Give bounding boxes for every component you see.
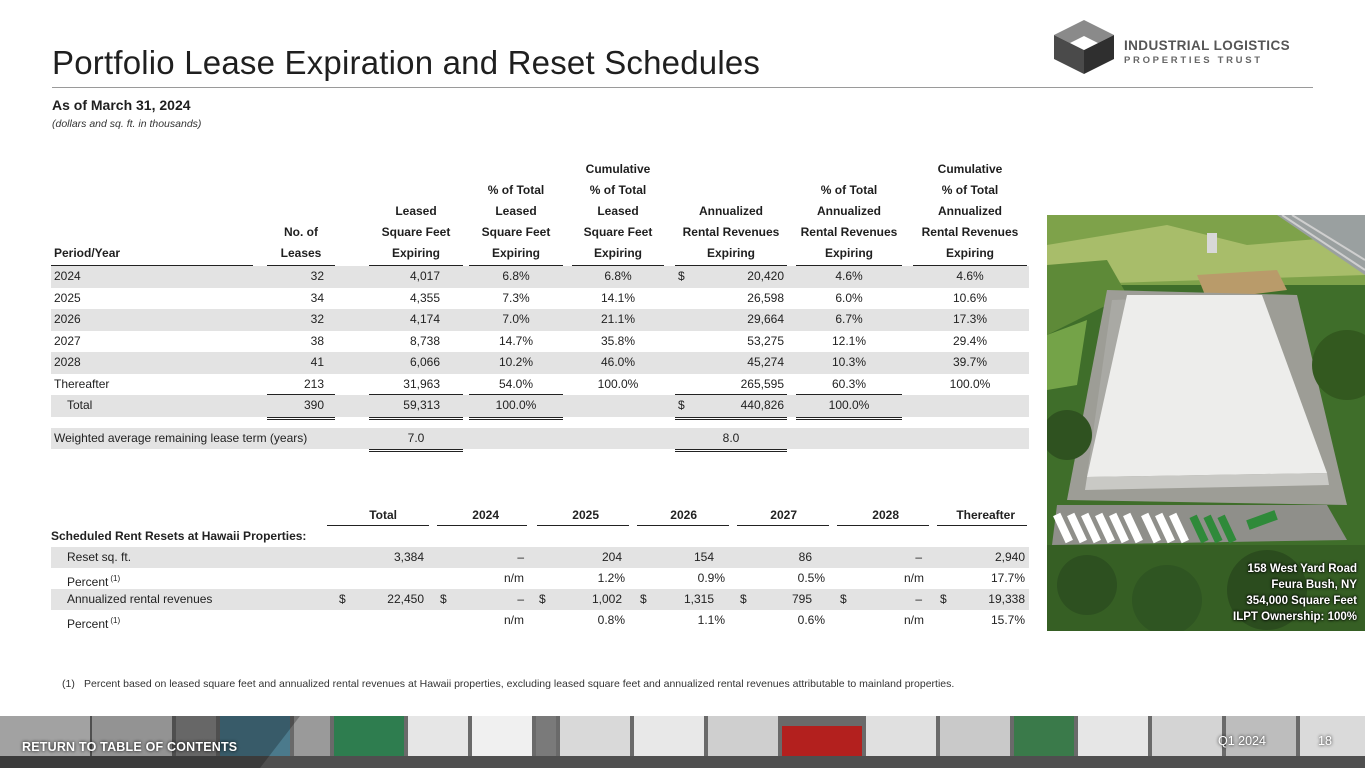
header-pct-sqft: % of Total Leased Square Feet Expiring — [481, 183, 551, 260]
rent-reset-table — [51, 505, 1029, 631]
reset-row-revenue: Annualized rental revenues $ 22,450 $ – $ 1,002 $ 1,315 $ 795 $ – $ 19,338 — [51, 589, 1029, 610]
reset-row-sqft: Reset sq. ft. 3,384 – 204 154 86 – 2,940 — [51, 547, 1029, 568]
logo-subname: PROPERTIES TRUST — [1124, 55, 1263, 66]
footer-banner — [0, 716, 1365, 768]
section-label: Scheduled Rent Resets at Hawaii Properties: — [51, 529, 307, 543]
header-cum-pct-sqft: Cumulative % of Total Leased Square Feet Expiring — [583, 162, 653, 260]
lease-expiration-table — [51, 162, 1029, 449]
logo-mark-icon — [1054, 20, 1114, 74]
header-cum-pct-revenue: Cumulative % of Total Annualized Rental Revenues Expiring — [921, 162, 1019, 260]
logo-name: INDUSTRIAL LOGISTICS — [1124, 38, 1291, 53]
table-row: 2028 41 6,066 10.2% 46.0% 45,274 10.3% 39.7% — [51, 352, 1029, 374]
header-revenue: Annualized Rental Revenues Expiring — [682, 204, 780, 260]
header-leased-sqft: Leased Square Feet Expiring — [381, 204, 451, 260]
table-row: 2024 32 4,017 6.8% 6.8% $ 20,420 4.6% 4.6% — [51, 266, 1029, 288]
units-note: (dollars and sq. ft. in thousands) — [52, 118, 202, 130]
company-logo — [1054, 20, 1319, 74]
reset-table-header: Total 2024 2025 2026 2027 2028 Thereafter — [51, 505, 1029, 526]
table-row: Thereafter 213 31,963 54.0% 100.0% 265,595 60.3% 100.0% — [51, 374, 1029, 396]
header-period-year: Period/Year — [54, 246, 121, 260]
property-photo — [1047, 215, 1365, 631]
footnote: (1) Percent based on leased square feet and annualized rental revenues at Hawaii properties, excluding leased square feet and annualized rental revenues attributable to mainland properties. — [62, 678, 955, 690]
table-row: 2027 38 8,738 14.7% 35.8% 53,275 12.1% 29.4% — [54, 333, 988, 348]
reset-row-percent-sqft: Percent $^{(1)}$ n/m 1.2% 0.9% 0.5% n/m 17.7% — [67, 571, 1025, 589]
footer-quarter: Q1 2024 — [1218, 734, 1266, 748]
as-of-date: As of March 31, 2024 — [52, 97, 191, 113]
table-row: 2025 34 4,355 7.3% 14.1% 26,598 6.0% 10.6% — [54, 290, 988, 305]
weighted-average-row: Weighted average remaining lease term (years) 7.0 8.0 — [51, 428, 1029, 450]
page-number: 18 — [1318, 734, 1332, 748]
table-header — [51, 162, 1029, 266]
return-to-contents-link[interactable]: RETURN TO TABLE OF CONTENTS — [22, 740, 238, 754]
page-title: Portfolio Lease Expiration and Reset Schedules — [52, 44, 761, 81]
table-row: 2026 32 4,174 7.0% 21.1% 29,664 6.7% 17.3% — [51, 309, 1029, 331]
total-row: Total 390 59,313 100.0% $ 440,826 100.0% — [51, 395, 1029, 417]
photo-caption: 158 West Yard Road Feura Bush, NY 354,000 Square Feet ILPT Ownership: 100% — [1233, 563, 1357, 623]
header-leases: No. of Leases — [280, 225, 322, 260]
header-pct-revenue: % of Total Annualized Rental Revenues Expiring — [800, 183, 898, 260]
reset-row-percent-revenue: Percent $^{(1)}$ n/m 0.8% 1.1% 0.6% n/m 15.7% — [67, 613, 1025, 631]
title-divider — [52, 87, 1313, 88]
